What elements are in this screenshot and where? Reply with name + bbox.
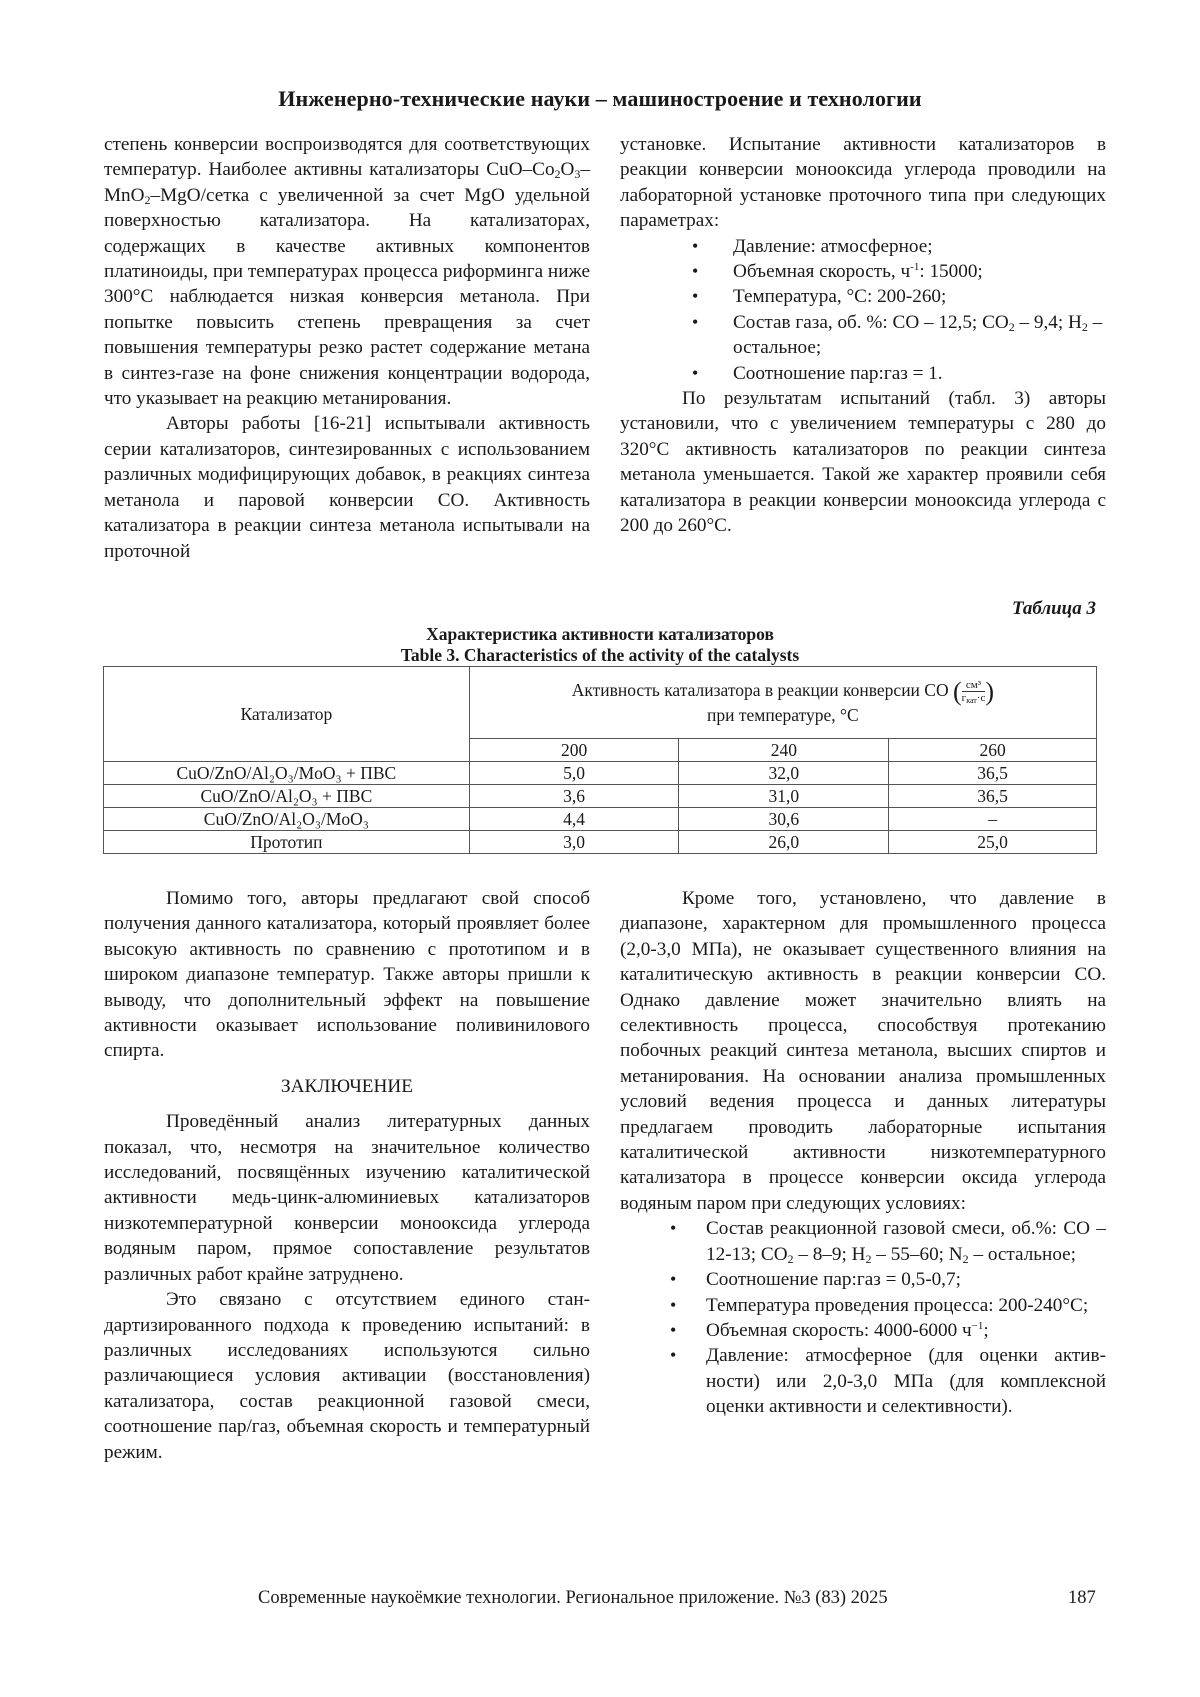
- bullet-icon: •: [692, 311, 699, 332]
- column-left-bottom: [104, 886, 590, 1465]
- paragraph: установке. Испытание активности катализаторов в реакции конверсии монооксида углерода проводили на лабораторной установке проточного типа при следующих параметрах:: [620, 134, 1106, 232]
- bullet-icon: •: [670, 1319, 677, 1340]
- table-caption-en: Table 3. Characteristics of the activity of the catalysts: [400, 645, 800, 665]
- table-row: Прототип 3,0 26,0 25,0: [104, 831, 1097, 854]
- bullet-icon: •: [670, 1218, 677, 1239]
- list-item: • Объемная скорость: 4000-6000 $ч^{-1}$;: [620, 1318, 1106, 1343]
- list-item: • Объемная скорость, $ч^{-1}$: 15000;: [620, 259, 1106, 284]
- unit-fraction: $\frac{\text{см³}}{г_{кат}\cdot с}$: [961, 679, 986, 706]
- header-activity: Активность катализатора в реакции конверсии CO ( $\frac{\text{см³}}{г_{кат}\cdot с}$ ) при температуре, °C: [469, 667, 1096, 739]
- list-item: • Давление: атмосферное (для оценки активности) или 2,0-3,0 МПа (для комплексной оценки активности и селективности).: [670, 1345, 1106, 1418]
- list-item: • Состав реакционной газовой смеси, об.%: CO – 12-13; $CO_2 - 8-9$; $H_2 - 55-60$; $N_2$ – остальное;: [670, 1218, 1106, 1266]
- table-row: CuO/ZnO/Al₂O₃/MoO₃ 4,4 30,6 –: [104, 808, 1097, 831]
- list-item: • Соотношение пар:газ = 0,5-0,7;: [620, 1267, 1106, 1292]
- test-parameters-list: [620, 234, 1106, 386]
- bullet-icon: •: [692, 235, 699, 256]
- paragraph: Проведённый анализ литературных данных показал, что, несмотря на значительное количество исследований, посвящённых изучению каталитической активности медь-цинк-алюминиевых катализаторов низкотемпературной конверсии монооксида углерода водяным паром, прямое сопоставление результатов различных работ крайне затруднено.: [104, 1111, 590, 1285]
- list-item: • Давление: атмосферное;: [620, 234, 1106, 259]
- list-item: • Температура проведения процесса: 200-240°C;: [620, 1293, 1106, 1318]
- bullet-icon: •: [692, 286, 699, 307]
- running-header: Инженерно-технические науки – машиностроение и технологии: [278, 86, 922, 111]
- catalyst-activity-table: [103, 666, 1097, 854]
- page-number: 187: [1068, 1588, 1096, 1608]
- list-item: • Состав газа, об. %: CO – 12,5; $CO_2 - 9,4$; $H_2$ – остальное;: [692, 311, 1103, 359]
- header-catalyst: Катализатор: [104, 667, 470, 762]
- paragraph: Это связано с отсутствием единого стандартизированного подхода к проведению испытаний: в различных исследованиях используются сильно различающиеся условия активации (восстановления) катализатора, состав реакционной газовой смеси, соотношение пар/газ, объемная скорость и температурный режим.: [104, 1289, 590, 1463]
- paragraph: степень конверсии воспроизводятся для соответствующих температур. Наиболее активны катализаторы CuO–$Co_2O_3-MnO_2-MgO$/сетка с увеличенной за счет MgO удельной поверхностью катализатора. На катализаторах, содержащих в качестве активных компонентов платиноиды, при температурах процесса риформинга ниже 300°C наблюдается низкая конверсия метанола. При попытке повысить степень превращения за счет повышения температуры резко растет содержание метана в синтез-газе на фоне снижения концентрации водорода, что указывает на реакцию метанирования.: [104, 134, 590, 410]
- table-row: CuO/ZnO/Al₂O₃/MoO₃ + ПВС 5,0 32,0 36,5: [104, 762, 1097, 785]
- section-title: ЗАКЛЮЧЕНИЕ: [281, 1075, 413, 1097]
- column-left-top: [104, 132, 590, 564]
- list-item: • Соотношение пар:газ = 1.: [620, 361, 1106, 386]
- journal-footer: Современные наукоёмкие технологии. Региональное приложение. №3 (83) 2025: [258, 1588, 888, 1608]
- paragraph: Кроме того, установлено, что давление в диапазоне, характерном для промышленного процесса (2,0-3,0 МПа), не оказывает существенного влияния на каталитическую активность в реакции конверсии CO. Однако давление может значительно влиять на селективность процесса, способствуя протеканию побочных реакций синтеза метанола, высших спиртов и метанирования. На основании анализа промышленных условий ведения процесса и данных литературы предлагаем проводить лабораторные испытания каталитической активности низкотемпературного катализатора в процессе конверсии оксида углерода водяным паром при следующих условиях:: [620, 888, 1106, 1214]
- table-label: Таблица 3: [1011, 598, 1096, 619]
- header-temp-260: 260: [889, 739, 1097, 762]
- header-temp-200: 200: [469, 739, 679, 762]
- header-temp-240: 240: [679, 739, 889, 762]
- bullet-icon: •: [692, 261, 699, 282]
- proposed-conditions-list: [620, 1216, 1106, 1419]
- table-row: CuO/ZnO/Al₂O₃ + ПВС 3,6 31,0 36,5: [104, 785, 1097, 808]
- paragraph: По результатам испытаний (табл. 3) авторы установили, что с увеличением температуры с 280 до 320°C активность катализаторов по реакции синтеза метанола уменьшается. Такой же характер проявили себя катализатора в реакции конверсии монооксида углерода с 200 до 260°C.: [620, 388, 1106, 537]
- column-right-bottom: [620, 886, 1106, 1420]
- paragraph: Помимо того, авторы предлагают свой способ получения данного катализатора, который проявляет более высокую активность по сравнению с прототипом и в широком диапазоне температур. Также авторы пришли к выводу, что дополнительный эффект на повышение активности оказывает использование поливинилового спирта.: [104, 888, 590, 1062]
- column-right-top: [620, 132, 1106, 539]
- bullet-icon: •: [692, 362, 699, 383]
- bullet-icon: •: [670, 1294, 677, 1315]
- list-item: • Температура, °C: 200-260;: [620, 284, 1106, 309]
- bullet-icon: •: [670, 1269, 677, 1290]
- table-caption-ru: Характеристика активности катализаторов: [426, 624, 774, 644]
- paragraph: Авторы работы [16-21] испытывали активность серии катализаторов, синтезированных с использованием различных модифицирующих добавок, в реакциях синтеза метанола и паровой конверсии CO. Активность катализатора в реакции синтеза метанола испытывали на проточной: [104, 413, 590, 562]
- bullet-icon: •: [670, 1345, 677, 1366]
